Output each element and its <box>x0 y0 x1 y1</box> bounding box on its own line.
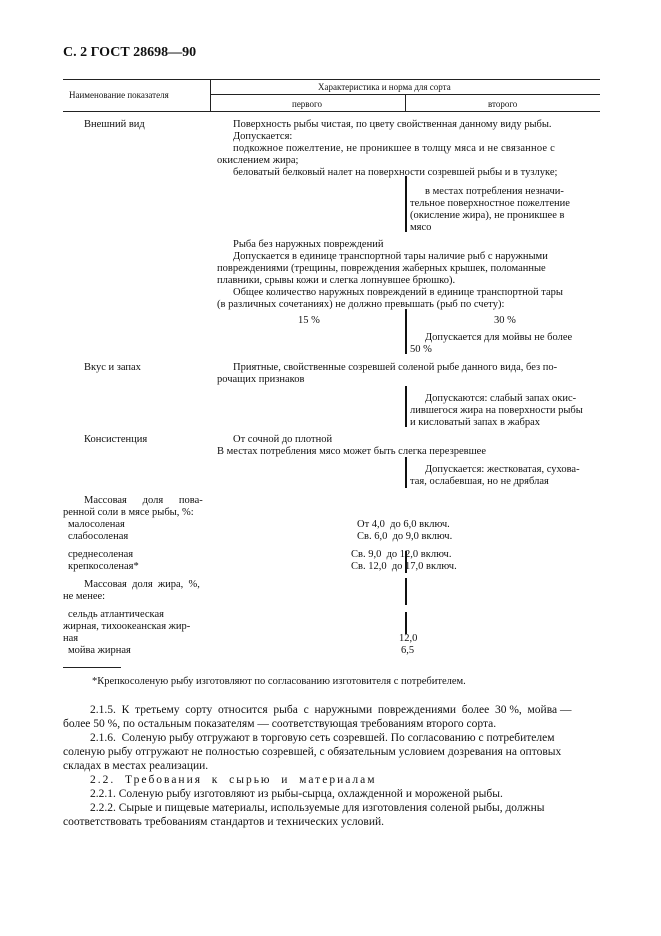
appearance-second-note: Допускается для мойвы не более <box>425 332 573 343</box>
fat-row-value: 12,0 <box>399 633 418 644</box>
appearance-line: Поверхность рыбы чистая, по цвету свойственная данному виду рыбы. <box>233 119 552 130</box>
split-marker <box>405 309 407 354</box>
footnote: *Крепкосоленую рыбу изготовляют по согласованию изготовителя с потребителем. <box>92 676 466 687</box>
appearance-line: Рыба без наружных повреждений <box>233 239 384 250</box>
salt-row-name: малосоленая <box>68 519 125 530</box>
col-char-header: Характеристика и норма для сорта <box>318 82 451 92</box>
page-header: С. 2 ГОСТ 28698—90 <box>63 45 197 60</box>
table-top-rule <box>63 79 600 80</box>
table-subcol-divider <box>405 94 406 111</box>
paragraph-2-1-5: более 50 %, по остальным показателям — соответствующая требованиям второго сорта. <box>63 718 497 730</box>
fat-row-name: мойва жирная <box>68 645 131 656</box>
salt-row-value: Св. 9,0 до 12,0 включ. <box>351 549 452 560</box>
consistency-line: В местах потребления мясо может быть слегка перезревшее <box>217 446 487 457</box>
footnote-rule <box>63 667 121 668</box>
paragraph-2-2-1: 2.2.1. Соленую рыбу изготовляют из рыбы-сырца, охлажденной и мороженой рыбы. <box>90 788 503 800</box>
taste-line: Приятные, свойственные созревшей соленой рыбе данного вида, без по- <box>233 362 558 373</box>
split-marker <box>405 386 407 427</box>
salt-row-value: От 4,0 до 6,0 включ. <box>357 519 450 530</box>
second-grade-damage-pct: 30 % <box>494 315 516 326</box>
appearance-second-note: в местах потребления незначи- <box>425 186 564 197</box>
salt-row-name: среднесоленая <box>68 549 134 560</box>
row-name-fat: Массовая доля жира, %, <box>84 579 200 590</box>
col-second-header: второго <box>488 99 518 109</box>
split-marker <box>405 612 407 634</box>
paragraph-2-2-2: соответствовать требованиям стандартов и технических условий. <box>63 816 385 828</box>
appearance-line: Допускается в единице транспортной тары наличие рыб с наружными <box>233 251 548 262</box>
appearance-line: окислением жира; <box>217 155 299 166</box>
salt-row-name: крепкосоленая* <box>68 561 139 572</box>
taste-second-note: Допускаются: слабый запах окис- <box>425 393 577 404</box>
appearance-second-note: тельное поверхностное пожелтение <box>410 198 570 209</box>
row-name-salt: ренной соли в мясе рыбы, %: <box>63 507 194 518</box>
appearance-line: (в различных сочетаниях) не должно превышать (рыб по счету): <box>217 299 505 310</box>
first-grade-damage-pct: 15 % <box>298 315 320 326</box>
paragraph-2-1-6: соленую рыбу отгружают не полностью созревшей, с обязательным условием дозревания на оптовых <box>63 746 562 758</box>
appearance-second-note: 50 % <box>410 344 432 355</box>
split-marker <box>405 176 407 232</box>
row-name-taste: Вкус и запах <box>84 362 141 373</box>
split-marker <box>405 578 407 605</box>
row-name-fat: не менее: <box>63 591 106 602</box>
paragraph-2-1-6: складах в местах реализации. <box>63 760 209 772</box>
consistency-second-note: Допускается: жестковатая, сухова- <box>425 464 580 475</box>
fat-row-name: ная <box>63 633 79 644</box>
appearance-line: Допускается: <box>233 131 293 142</box>
taste-second-note: и кисловатый запах в жабрах <box>410 417 541 428</box>
salt-row-value: Св. 6,0 до 9,0 включ. <box>357 531 453 542</box>
table-col-divider <box>210 79 211 111</box>
col-first-header: первого <box>292 99 322 109</box>
salt-row-name: слабосоленая <box>68 531 129 542</box>
paragraph-2-1-5: 2.1.5. К третьему сорту относится рыба с наружными повреждениями более 30 %, мойва — <box>90 704 572 716</box>
taste-line: рочащих признаков <box>217 374 305 385</box>
section-heading-2-2: 2.2. Требования к сырью и материалам <box>90 774 377 786</box>
paragraph-2-1-6: 2.1.6. Соленую рыбу отгружают в торговую сеть созревшей. По согласованию с потребителем <box>90 732 555 744</box>
fat-row-name: сельдь атлантическая <box>68 609 164 620</box>
fat-row-value: 6,5 <box>401 645 415 656</box>
fat-row-name: жирная, тихоокеанская жир- <box>63 621 191 632</box>
table-header-bottom-rule <box>63 111 600 112</box>
row-name-consistency: Консистенция <box>84 434 148 445</box>
salt-row-value: Св. 12,0 до 17,0 включ. <box>351 561 457 572</box>
appearance-line: плавники, срывы кожи и слегка лопнувшее брюшко). <box>217 275 456 286</box>
appearance-line: подкожное пожелтение, не проникшее в толщу мяса и не связанное с <box>233 143 555 154</box>
col-name-header: Наименование показателя <box>69 90 169 100</box>
taste-second-note: лившегося жира на поверхности рыбы <box>410 405 583 416</box>
appearance-line: повреждениями (трещины, повреждения жаберных крышек, поломанные <box>217 263 546 274</box>
row-name-appearance: Внешний вид <box>84 119 145 130</box>
appearance-second-note: мясо <box>410 222 432 233</box>
paragraph-2-2-2: 2.2.2. Сырые и пищевые материалы, используемые для изготовления соленой рыбы, должны <box>90 802 545 814</box>
appearance-second-note: (окисление жира), не проникшее в <box>410 210 565 221</box>
appearance-line: Общее количество наружных повреждений в единице транспортной тары <box>233 287 563 298</box>
split-marker <box>405 457 407 488</box>
consistency-line: От сочной до плотной <box>233 434 333 445</box>
row-name-salt: Массовая доля пова- <box>84 495 203 506</box>
appearance-line: беловатый белковый налет на поверхности созревшей рыбы и в тузлуке; <box>233 167 558 178</box>
consistency-second-note: тая, ослабевшая, но не дряблая <box>410 476 549 487</box>
